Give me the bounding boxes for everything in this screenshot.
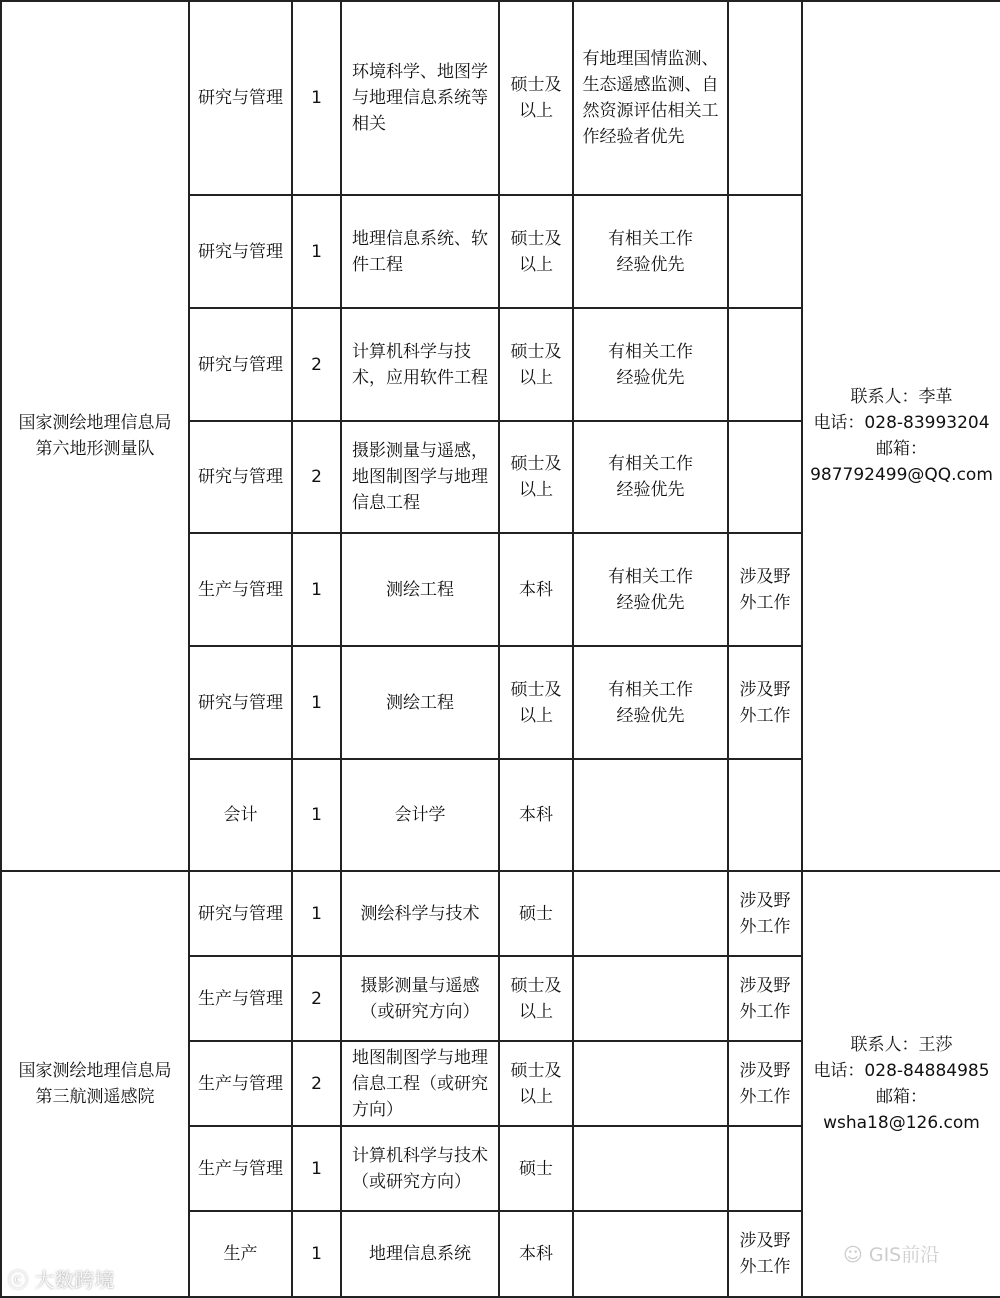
watermark-right [843,1240,939,1267]
post-cell [189,195,292,308]
count-cell [292,308,341,421]
contact-cell-text: 联系人：李革 电话：028-83993204 邮箱： 987792499@QQ.com [810,387,993,485]
count-cell [292,956,341,1041]
note-cell [728,1211,802,1297]
degree-cell-text: 硕士及 以上 [510,1060,562,1107]
degree-cell [499,759,573,871]
degree-cell-text: 硕士 [519,1158,553,1179]
note-cell-text: 涉及野 外工作 [739,566,791,613]
count-cell-text: 1 [311,579,322,600]
note-cell [728,308,802,421]
degree-cell [499,1126,573,1211]
degree-cell [499,308,573,421]
count-cell-text: 2 [311,1073,322,1094]
major-cell [341,1041,499,1126]
count-cell-text: 1 [311,88,322,108]
major-cell [341,956,499,1041]
degree-cell [499,646,573,759]
requirement-cell [573,533,728,646]
major-cell-text: 测绘科学与技术 [360,903,480,924]
count-cell [292,195,341,308]
major-cell-text: 计算机科学与技 术，应用软件工程 [352,341,488,388]
watermark-left-text: 大数跨境 [34,1268,115,1292]
requirement-cell [573,421,728,533]
contact-cell-text: 联系人：王莎 电话：028-84884985 邮箱： wsha18@126.com [813,1035,990,1133]
degree-cell-text: 硕士及 以上 [510,75,562,121]
count-cell [292,1211,341,1297]
note-cell [728,759,802,871]
degree-cell-text: 本科 [519,579,553,600]
major-cell-text: 摄影测量与遥感， 地图制图学与地理 信息工程 [352,441,488,513]
post-cell-text: 生产与管理 [198,988,283,1009]
degree-cell-text: 硕士及 以上 [510,454,562,500]
note-cell-text: 涉及野 外工作 [739,1060,791,1107]
note-cell [728,646,802,759]
count-cell [292,759,341,871]
requirement-cell [573,1041,728,1126]
major-cell [341,308,499,421]
degree-cell-text: 硕士及 以上 [510,228,562,275]
major-cell-text: 测绘工程 [386,579,454,600]
requirement-cell [573,871,728,956]
unit-cell [1,1,189,871]
count-cell [292,871,341,956]
degree-cell [499,1211,573,1297]
count-cell-text: 1 [311,692,322,713]
count-cell-text: 1 [311,1244,322,1264]
post-cell-text: 生产与管理 [198,579,283,600]
note-cell [728,533,802,646]
major-cell [341,871,499,956]
count-cell-text: 1 [311,805,322,825]
count-cell [292,1,341,195]
unit-cell-text: 国家测绘地理信息局 第六地形测量队 [18,413,172,459]
degree-cell [499,1041,573,1126]
post-cell [189,308,292,421]
table-body [1,1,1000,1297]
major-cell [341,759,499,871]
count-cell-text: 1 [311,241,322,262]
major-cell-text: 地理信息系统 [369,1244,471,1264]
major-cell [341,646,499,759]
note-cell-text: 涉及野 外工作 [739,1231,791,1277]
post-cell-text: 研究与管理 [198,692,283,713]
note-cell-text: 涉及野 外工作 [739,679,791,726]
contact-cell [802,1,1000,871]
post-cell-text: 会计 [223,805,258,825]
major-cell-text: 地理信息系统、软 件工程 [352,228,488,275]
unit-cell-text: 国家测绘地理信息局 第三航测遥感院 [18,1061,172,1107]
major-cell-text: 测绘工程 [386,692,454,713]
count-cell-text: 2 [311,988,322,1009]
watermark-left [8,1264,114,1293]
degree-cell [499,1,573,195]
note-cell [728,1126,802,1211]
contact-cell [802,871,1000,1297]
degree-cell-text: 硕士及 以上 [510,341,562,388]
post-cell-text: 生产与管理 [198,1073,283,1094]
post-cell-text: 研究与管理 [198,354,283,375]
watermark-right-text: GIS前沿 [868,1244,940,1266]
major-cell [341,195,499,308]
note-cell [728,421,802,533]
requirement-cell-text: 有相关工作 经验优先 [608,454,693,500]
note-cell [728,871,802,956]
requirement-cell [573,1211,728,1297]
major-cell-text: 地图制图学与地理 信息工程（或研究 方向） [352,1047,488,1120]
degree-cell [499,421,573,533]
degree-cell-text: 本科 [519,1244,553,1264]
post-cell [189,1,292,195]
note-cell [728,195,802,308]
major-cell [341,533,499,646]
requirement-cell [573,646,728,759]
requirement-cell-text: 有相关工作 经验优先 [608,566,693,613]
post-cell-text: 生产 [223,1244,258,1264]
major-cell [341,1,499,195]
requirement-cell [573,1,728,195]
requirement-cell [573,956,728,1041]
note-cell [728,1041,802,1126]
count-cell [292,1126,341,1211]
post-cell [189,533,292,646]
major-cell-text: 会计学 [394,805,446,825]
post-cell-text: 研究与管理 [198,241,283,262]
post-cell [189,421,292,533]
post-cell [189,1041,292,1126]
major-cell-text: 计算机科学与技术 （或研究方向） [352,1145,488,1192]
major-cell-text: 摄影测量与遥感 （或研究方向） [360,975,480,1022]
count-cell-text: 2 [311,354,322,375]
post-cell-text: 生产与管理 [198,1158,283,1179]
post-cell [189,646,292,759]
major-cell [341,421,499,533]
wechat-icon: ☺ [843,1244,863,1266]
post-cell-text: 研究与管理 [198,88,283,108]
post-cell [189,1211,292,1297]
degree-cell-text: 硕士及 以上 [510,679,562,726]
major-cell [341,1211,499,1297]
count-cell-text: 1 [311,1158,322,1179]
count-cell [292,1041,341,1126]
note-cell [728,956,802,1041]
degree-cell [499,533,573,646]
table-row [1,871,1000,956]
post-cell [189,1126,292,1211]
degree-cell [499,871,573,956]
unit-cell [1,871,189,1297]
count-cell [292,421,341,533]
requirement-cell [573,1126,728,1211]
note-cell [728,1,802,195]
post-cell-text: 研究与管理 [198,903,283,924]
post-cell [189,871,292,956]
requirement-cell-text: 有地理国情监测、 生态遥感监测、自 然资源评估相关工 作经验者优先 [582,49,719,147]
degree-cell [499,956,573,1041]
note-cell-text: 涉及野 外工作 [739,890,791,937]
post-cell-text: 研究与管理 [198,467,283,487]
count-cell [292,533,341,646]
requirement-cell [573,195,728,308]
requirement-cell [573,759,728,871]
table-row [1,1,1000,195]
major-cell [341,1126,499,1211]
post-cell [189,956,292,1041]
count-cell-text: 1 [311,903,322,924]
requirement-cell [573,308,728,421]
degree-cell-text: 硕士 [519,903,553,924]
degree-cell-text: 本科 [519,805,553,825]
major-cell-text: 环境科学、地图学 与地理信息系统等 相关 [352,62,488,134]
degree-cell-text: 硕士及 以上 [510,975,562,1022]
degree-cell [499,195,573,308]
requirement-cell-text: 有相关工作 经验优先 [608,679,693,726]
logo-icon: ⓒ [8,1268,28,1292]
count-cell-text: 2 [311,467,322,487]
requirement-cell-text: 有相关工作 经验优先 [608,341,693,388]
note-cell-text: 涉及野 外工作 [739,975,791,1022]
post-cell [189,759,292,871]
requirement-cell-text: 有相关工作 经验优先 [608,228,693,275]
count-cell [292,646,341,759]
